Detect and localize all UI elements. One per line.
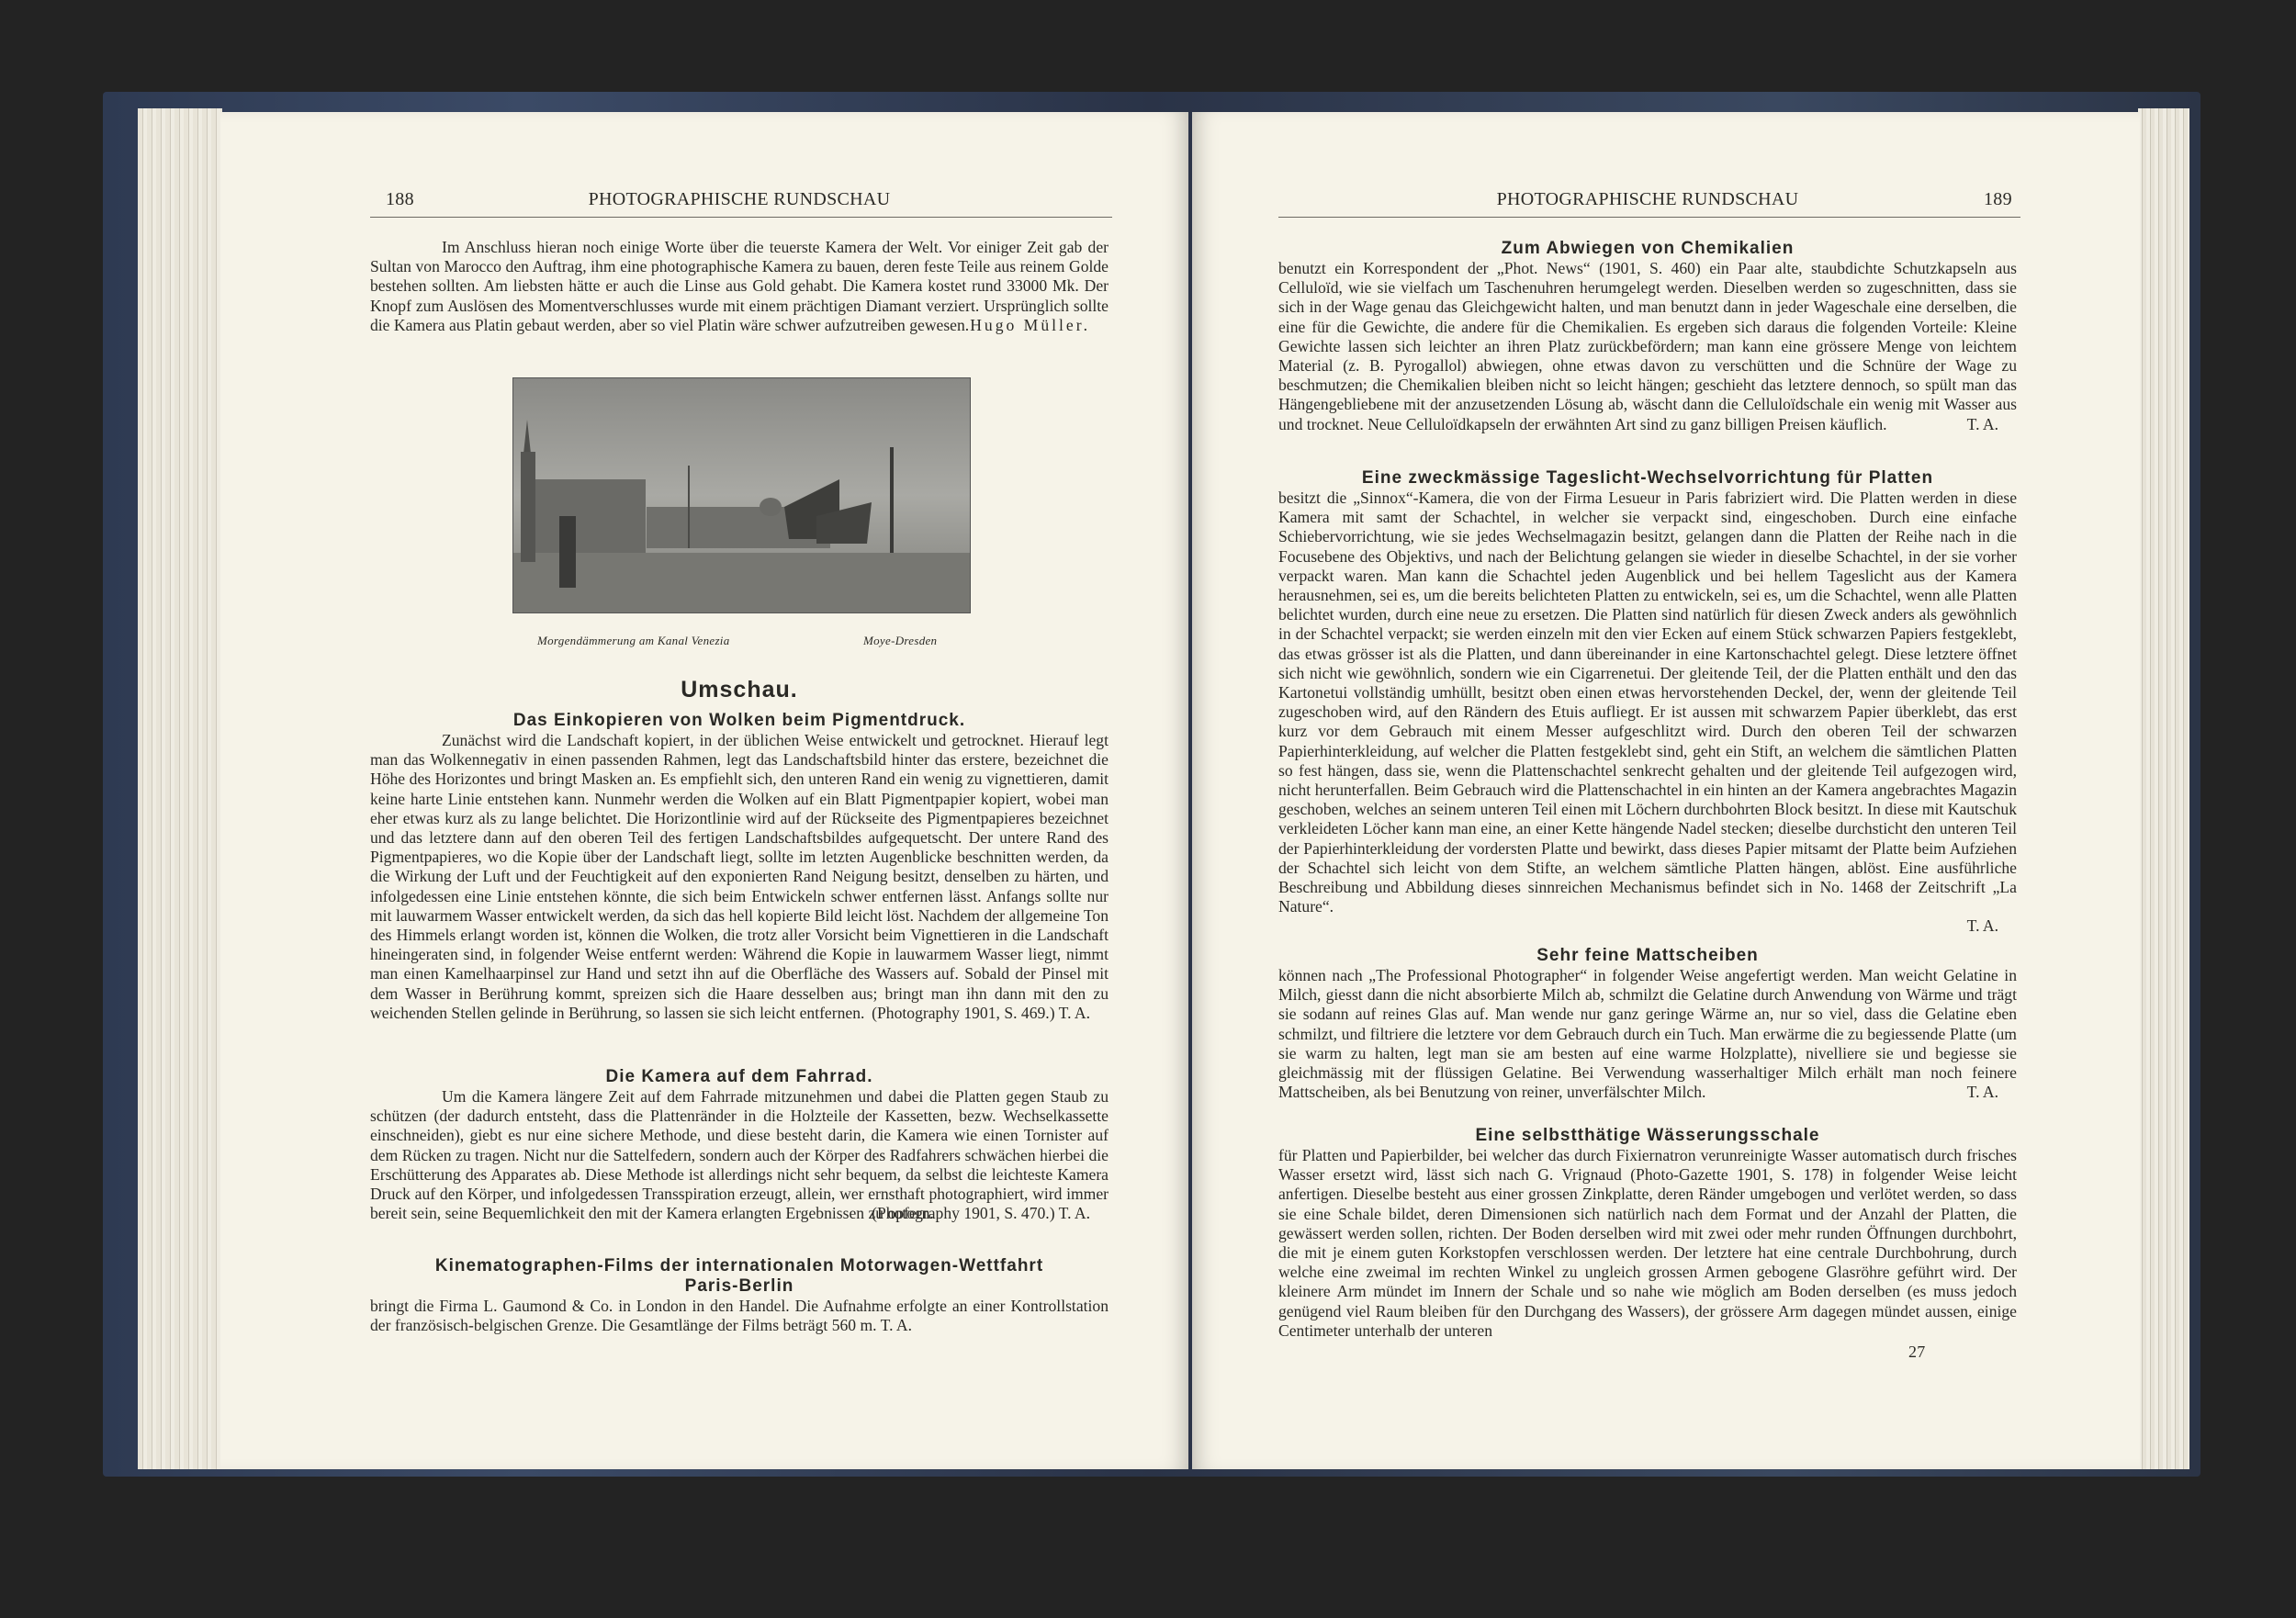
article-title: Zum Abwiegen von Chemikalien	[1501, 239, 1795, 258]
article-citation: T. A.	[1966, 1083, 1998, 1102]
article-title: Die Kamera auf dem Fahrrad.	[605, 1067, 873, 1086]
article-body: benutzt ein Korrespondent der „Phot. News“ (1901, S. 460) ein Paar alte, staubdichte Schutzkapseln aus Celluloïd, wie sie vielfach um Taschenuhren herumgelegt werden. Dieselben werden so zugeschnitten, dass sie sich in der Wage genau das Gleichgewicht halten, und man benutzt dann in jeder Wageschale eine derselben, die eine für die Gewichte, die andere für die Chemikalien. Es ergeben sich daraus die folgenden Vorteile: Kleine Gewichte lassen sich leichter an ihren Platz zurückbefördern; man kann eine grössere Menge von leichtem Material (z. B. Pyrogallol) abwiegen, ohne etwas davon zu verschütten und die Schnüre der Wage zu beschmutzen; die Chemikalien bleiben nicht so leicht hängen; geschieht das letztere dennoch, so spült man das Hängengebliebene mit der anzusetzenden Lösung ab, wäscht dann die Celluloïdschale ein wenig mit Wasser aus und trocknet. Neue Celluloïdkapseln der erwähnten Art sind zu ganz billigen Preisen käuflich.	[1278, 259, 2017, 433]
right-page	[1192, 112, 2140, 1469]
figure-caption-title: Morgendämmerung am Kanal Venezia	[537, 634, 730, 647]
article-title: Eine zweckmässige Tageslicht-Wechselvorrichtung für Platten	[1361, 468, 1934, 488]
signature-number: 27	[1908, 1343, 1926, 1361]
figure-photo	[512, 377, 971, 613]
article-citation: T. A.	[1966, 414, 1998, 433]
figure-caption-credit: Moye-Dresden	[863, 634, 938, 647]
article-chemikalien	[1278, 239, 2017, 434]
article-title: Sehr feine Mattscheiben	[1536, 946, 1759, 965]
article-citation: (Photography 1901, S. 469.) T. A.	[872, 1003, 1090, 1022]
article-body: bringt die Firma L. Gaumond & Co. in London in den Handel. Die Aufnahme erfolgte an einer Kontrollstation der französisch-belgischen Grenze. Die Gesamtlänge der Films beträgt 560 m. T. A.	[370, 1297, 1109, 1335]
intro-paragraph-block	[370, 238, 1109, 335]
intro-paragraph: Im Anschluss hieran noch einige Worte über die teuerste Kamera der Welt. Vor einiger Zeit gab der Sultan von Marocco den Auftrag, ihm eine photographische Kamera zu bauen, deren feste Teile aus reinem Golde bestehen sollten. Am liebsten hätte er auch die Linse aus Gold gehabt. Die Kamera kostet rund 33000 Mk. Der Knopf zum Auslösen des Momentverschlusses wurde mit einem prächtigen Diamant verziert. Ursprünglich sollte die Kamera aus Platin gebaut werden, aber so viel Platin wäre schwer aufzutreiben gewesen.	[370, 238, 1109, 334]
article-wechselvorrichtung	[1278, 468, 2017, 937]
article-body: Um die Kamera längere Zeit auf dem Fahrrade mitzunehmen und dabei die Platten gegen Staub zu schützen (der dadurch entsteht, dass die Plattenränder in die Holzteile der Kassetten, bezw. Wechselkassette einschneiden), giebt es nur eine sichere Methode, und diese besteht darin, die Kamera wie einen Tornister auf dem Rücken zu tragen. Nicht nur die Sattelfedern, sondern auch der Körper des Radfahrers schwächen hierbei die Erschütterung des Apparates ab. Diese Methode ist allerdings nicht sehr bequem, da selbst die leichteste Kamera Druck auf den Körper, und infolgedessen Transspiration erzeugt, allein, wer ernsthaft photographiert, wird immer bereit sein, seine Bequemlichkeit den mit der Kamera erlangten Ergebnissen zu opfern.	[370, 1087, 1109, 1223]
header-rule	[1278, 217, 2020, 218]
header-rule	[370, 217, 1112, 218]
article-body: können nach „The Professional Photographer“ in folgender Weise angefertigt werden. Man weicht Gelatine in Milch, giesst dann die nicht absorbierte Milch ab, schmilzt die Gelatine durch Anwendung von Wärme und trägt sie sodann auf reines Glas auf. Man wende nur ganz geringe Wärme an, nur so viel, dass die Gelatine eben schmilzt, und filtriere die letztere vor dem Gebrauch durch ein Tuch. Man erwärme die zu begiessende Platte (um sie warm zu halten, legt man sie am besten auf eine warme Holzplatte), nivelliere sie und begiesse sie gleichmässig mit der flüssigen Gelatine. Bei Verwendung wasserhaltiger Milch erhält man noch feinere Mattscheiben, als bei Benutzung von reiner, unverfälschter Milch.	[1278, 966, 2017, 1102]
page-number: 188	[386, 189, 414, 209]
page-number: 189	[1984, 189, 2012, 209]
article-wolken	[370, 711, 1109, 1023]
article-fahrrad	[370, 1067, 1109, 1223]
left-page	[220, 112, 1188, 1469]
running-title: PHOTOGRAPHISCHE RUNDSCHAU	[588, 189, 891, 209]
page-edges-left	[138, 108, 222, 1469]
article-waesserungsschale	[1278, 1126, 2017, 1341]
running-title: PHOTOGRAPHISCHE RUNDSCHAU	[1496, 189, 1799, 209]
intro-signature: Hugo Müller.	[970, 315, 1090, 334]
article-title: Eine selbstthätige Wässerungsschale	[1475, 1126, 1820, 1145]
article-kinematographen	[370, 1256, 1109, 1335]
article-body: besitzt die „Sinnox“-Kamera, die von der Firma Lesueur in Paris fabriziert wird. Die Platten werden in diese Kamera mit samt der Schachtel, in welcher sie verpackt sind, eingeschoben. Durch eine einfache Schiebervorrichtung, wie sie jedes Wechselmagazin besitzt, gelangen dann die Platten der Reihe nach in die Focusebene des Objektivs, und nach der Belichtung gelangen sie wieder in dieselbe Schachtel, in der sie vorher verpackt waren. Man kann die Schachtel jeden Augenblick und bei hellem Tageslicht aus der Kamera herausnehmen, sei es, um die bereits belichteten Platten zu entwickeln, sei es, um die Schachtel, wenn alle Platten belichtet wurden, durch eine neue zu ersetzen. Die Platten sind natürlich für diesen Zweck anders als gewöhnlich in der Schachtel verpackt; sie werden einzeln mit den vier Ecken auf einem Stück schwarzen Papiers festgeklebt, das etwas grösser ist als die Platten, und dann übereinander in eine Kartonschachtel gelegt. Diese letztere öffnet sich nicht wie gewöhnlich, sondern wie ein Cigarrenetui. Der gleitende Teil, der die Platten enthält und den das Kartonetui vollständig umhüllt, besitzt oben einen etwas hervorstehenden Deckel, der, wenn der gleitende Teil zugeschoben wird, auf den Rändern des Etuis aufliegt. Er ist aussen mit schwarzem Papier überklebt, das erst kurz vor dem Gebrauch mit einem Messer aufgeschlitzt wird. Durch den oberen Teil der schwarzen Papierhinterkleidung, auf welcher die Platten festgeklebt sind, geht ein Stift, an welchem die sämtlichen Platten so fest hängen, dass sie, wenn die Plattenschachtel senkrecht gehalten und der gleitende Teil aufgezogen wird, nicht herunterfallen. Beim Gebrauch wird die Plattenschachtel in ein hinten an der Kamera angebrachtes Magazin geschoben, welches an seinem unteren Teil einen mit Löchern durchbohrten Block besitzt. In diese mit Kautschuk verkleideten Löcher kann man eine, an einer Kette hängende Nadel stecken; dieselbe durchsticht den unteren Teil der Papierhinterkleidung der vordersten Platte und bewirkt, dass dieses Papier mitsamt der Platte beim Aufziehen der Schachtel sich leicht von dem Stifte, an welchem sämtliche Platten hängen, ablöst. Eine ausführliche Beschreibung und Abbildung dieses sinnreichen Mechanismus befindet sich in No. 1468 der Zeitschrift „La Nature“.	[1278, 489, 2017, 916]
venice-harbor-photo	[513, 378, 970, 612]
article-citation: (Photography 1901, S. 470.) T. A.	[872, 1204, 1090, 1223]
article-citation: T. A.	[1966, 916, 1998, 936]
article-body: für Platten und Papierbilder, bei welcher das durch Fixiernatron verunreinigte Wasser automatisch durch frisches Wasser ersetzt wird, lässt sich nach G. Vrignaud (Photo-Gazette 1901, S. 178) in folgender Weise leicht anfertigen. Dieselbe besteht aus einer grossen Zinkplatte, deren Ränder umgebogen und verlötet werden, so dass sie eine Schale bildet, deren Dimensionen sich natürlich nach dem Format und der Anzahl der Platten, die gewässert werden sollen, richten. Der Boden derselben wird mit zwei oder mehr runden Öffnungen durchbohrt, die mit je einem guten Korkstopfen verschlossen werden. Der letztere hat eine centrale Durchbohrung, durch welche eine zweimal im rechten Winkel zu ungleich grossen Armen gebogene Glasröhre geführt wird. Der kleinere Arm mündet im Innern der Schale und so nahe wie möglich am Boden derselben (es muss jedoch genügend viel Raum bleiben für den Durchgang des Wassers), der grössere Arm dagegen mündet aussen, einige Centimeter unterhalb der unteren	[1278, 1146, 2017, 1340]
article-title: Kinematographen-Films der internationalen Motorwagen-Wettfahrt	[434, 1256, 1044, 1275]
page-edges-right	[2138, 108, 2189, 1469]
article-title: Das Einkopieren von Wolken beim Pigmentdruck.	[512, 711, 966, 730]
article-mattscheiben	[1278, 946, 2017, 1102]
article-body: Zunächst wird die Landschaft kopiert, in der üblichen Weise entwickelt und getrocknet. Hierauf legt man das Wolkennegativ in einen passenden Rahmen, legt das Landschaftsbild hinter das erstere, bezeichnet die Höhe des Horizontes und bringt Masken an. Es empfiehlt sich, den unteren Rand ein wenig zu vignettieren, damit keine harte Linie entstehen kann. Nunmehr werden die Wolken auf ein Blatt Pigmentpapier kopiert, wobei man eher etwas kurz als zu lange belichtet. Die Horizontlinie wird auf der Rückseite des Pigmentpapieres bezeichnet und das letztere dann auf den oberen Teil des fertigen Landschaftsbildes aufgequetscht. Der untere Rand des Pigmentpapieres, wo die Kopie über der Landschaft liegt, sollte im letzten Augenblicke beschnitten werden, da die Wirkung der Luft und der Feuchtigkeit auf den exponierten Rand Neigung besitzt, denselben zu härten, und infolgedessen eine Linie entstehen könnte, die sich beim Entwickeln schwer entfernen lässt. Anfangs sollte nur mit lauwarmem Wasser entwickelt werden, da sich das hell kopierte Bild leicht löst. Nachdem der allgemeine Ton des Himmels erlangt worden ist, können die Wolken, die trotz aller Vorsicht beim Vignettieren in die Landschaft hineingeraten sind, in folgender Weise entfernt werden: Während die Kopie in lauwarmem Wasser liegt, nimmt man einen Kamelhaarpinsel zur Hand und setzt ihn auf die Oberfläche des Wassers auf. Sobald der Pinsel mit dem Wasser in Berührung kommt, spreizen sich die Haare desselben aus; bringt man ihn dann mit den zu weichenden Stellen gelinde in Berührung, so lassen sie sich leicht entfernen.	[370, 731, 1109, 1022]
article-subtitle: Paris-Berlin	[684, 1276, 794, 1296]
section-title: Umschau.	[681, 677, 798, 702]
